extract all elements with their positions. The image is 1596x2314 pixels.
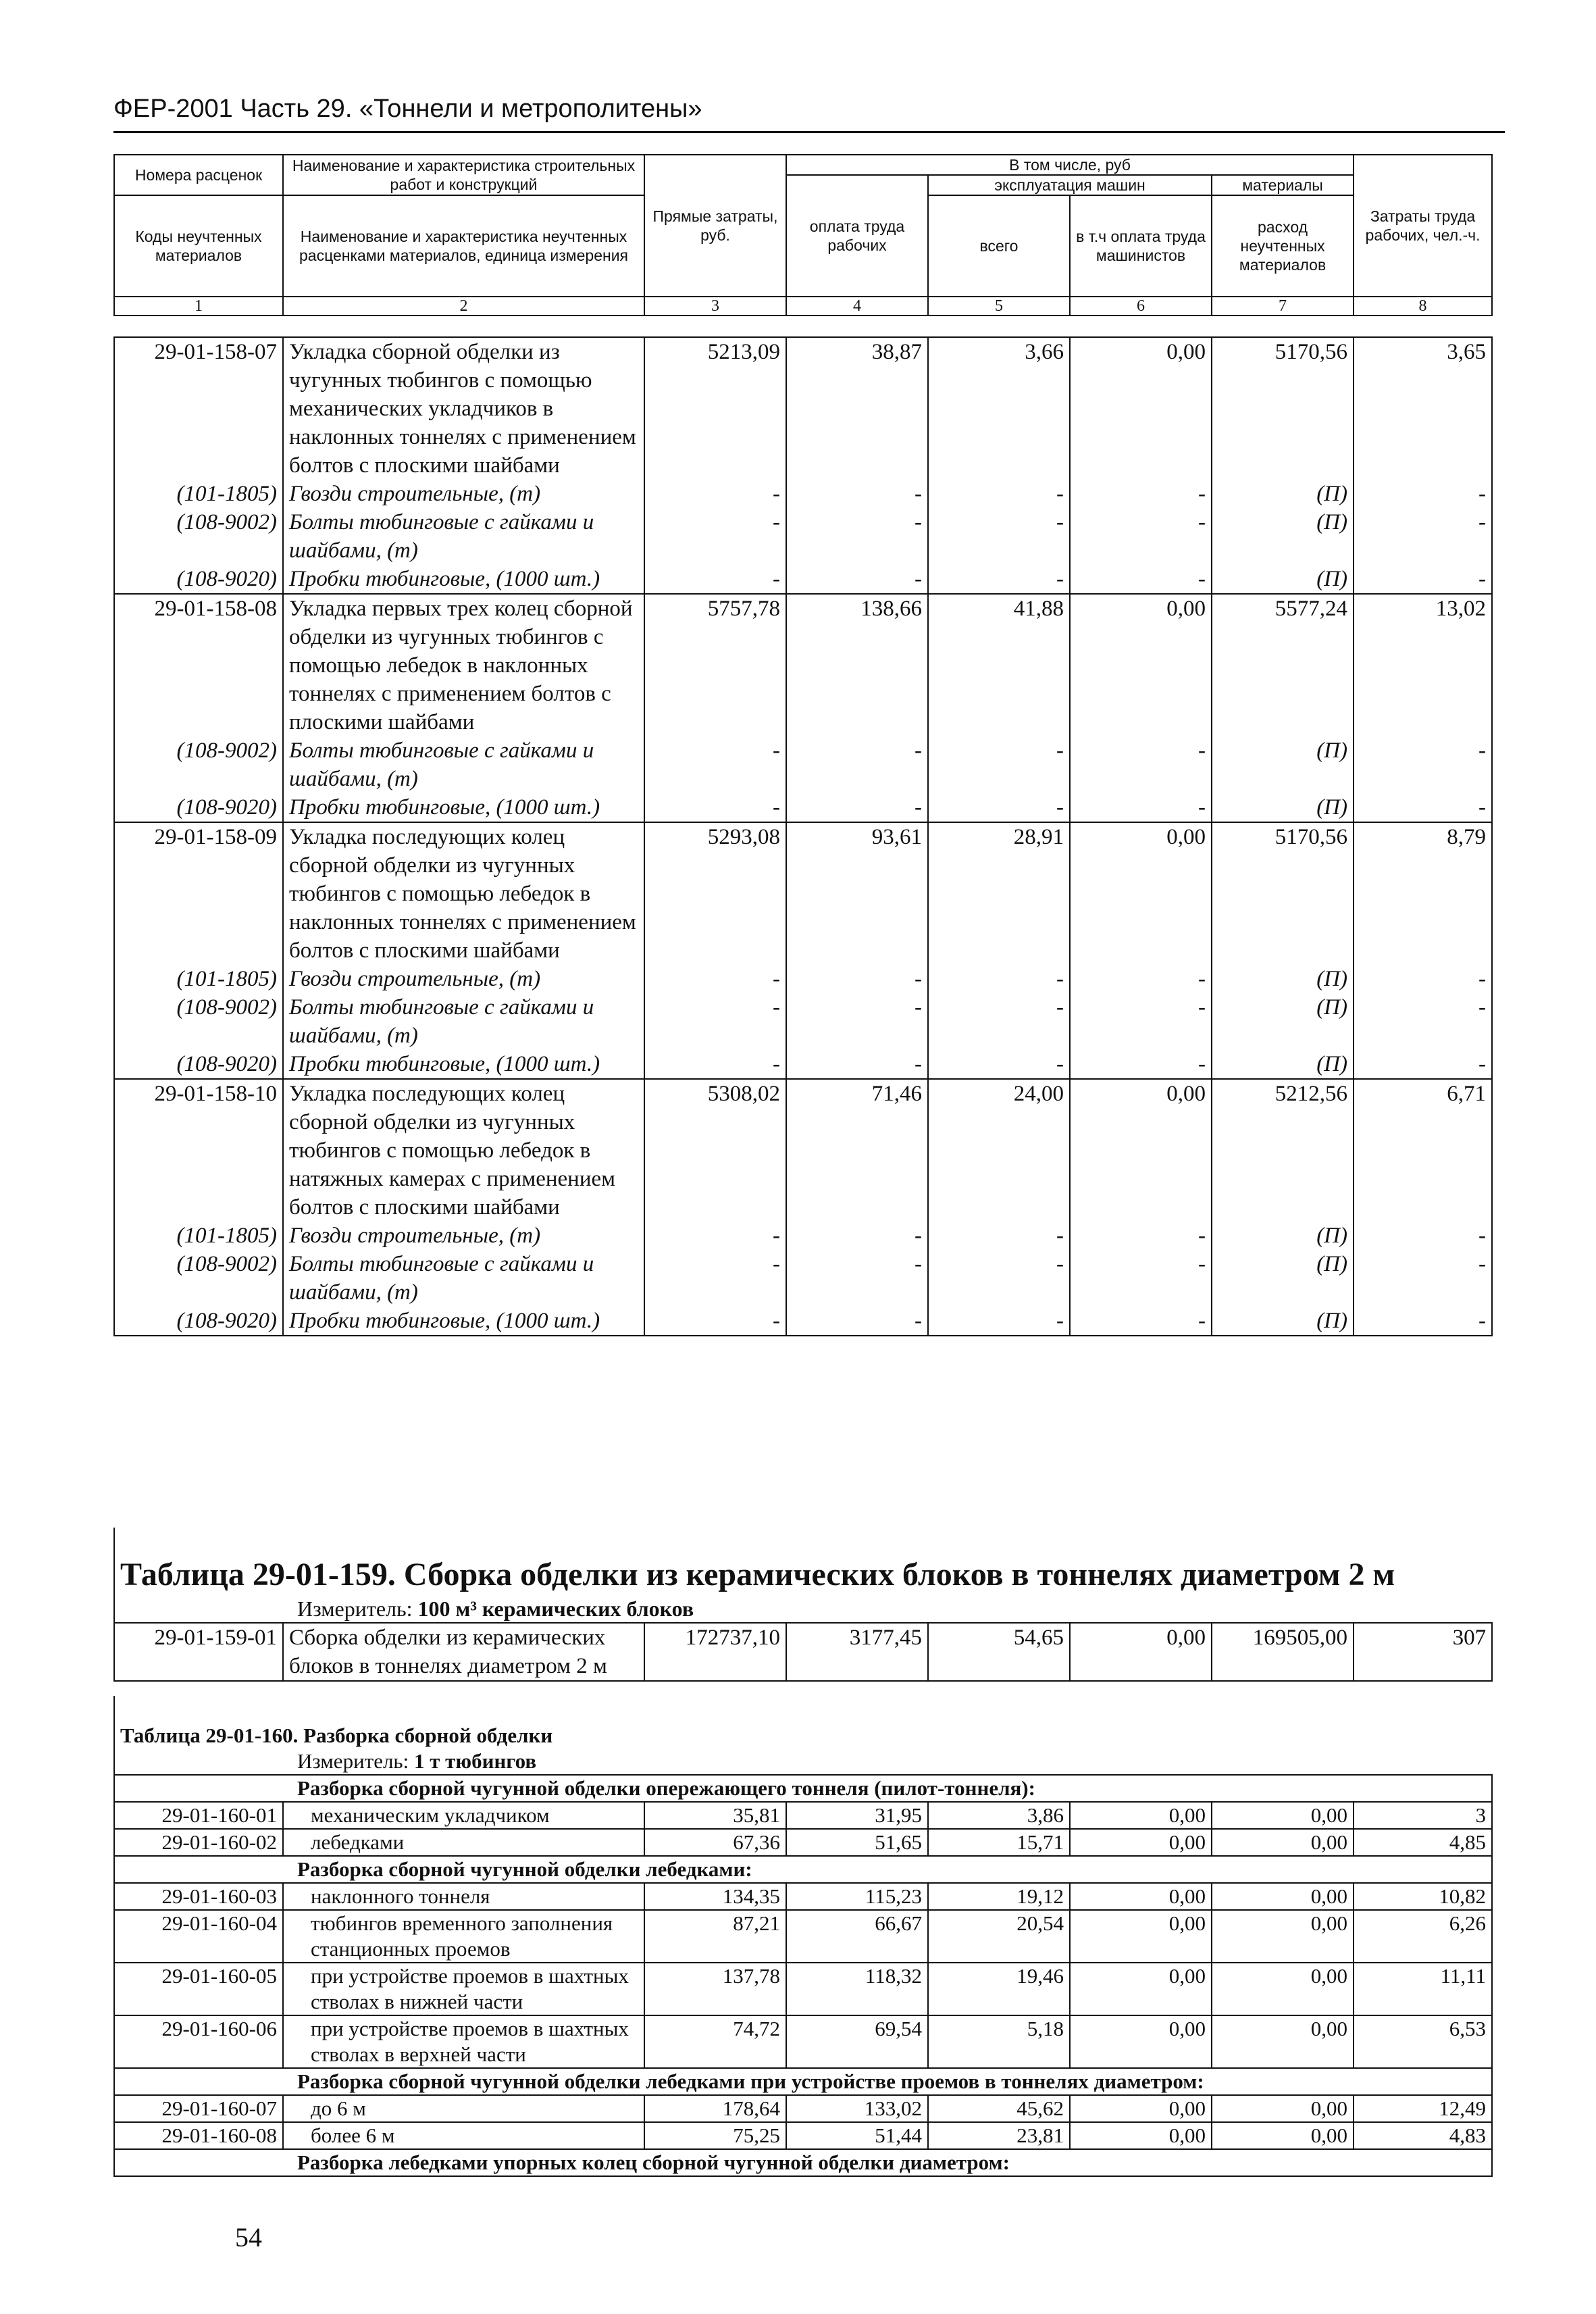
dash: - (1070, 480, 1212, 508)
machines-wages: 0,00 (1070, 1802, 1212, 1829)
rate-name: Укладка первых трех колец сборной обделки из чугунных тюбингов с помощью лебедок в наклонных тоннелях с применением болтов с плоскими шайбами (283, 594, 644, 736)
material-code: (108-9002) (114, 508, 283, 565)
machines-total: 41,88 (928, 594, 1070, 736)
labor: 307 (1354, 1623, 1492, 1681)
machines-total: 19,12 (928, 1883, 1070, 1910)
machines-total: 5,18 (928, 2015, 1070, 2068)
dash: - (1070, 1307, 1212, 1336)
materials: 0,00 (1212, 2122, 1354, 2149)
rate-code: 29-01-158-07 (114, 337, 283, 480)
group-heading: Разборка сборной чугунной обделки лебедками: (114, 1856, 1492, 1883)
table-row (114, 822, 1492, 965)
dash: - (1354, 736, 1492, 793)
table-title: Таблица 29-01-159. Сборка обделки из керамических блоков в тоннелях диаметром 2 м (114, 1528, 1492, 1595)
rate-code: 29-01-160-05 (114, 1963, 283, 2015)
material-name: Болты тюбинговые с гайками и шайбами, (т) (283, 993, 644, 1050)
material-code: (101-1805) (114, 480, 283, 508)
dash: - (644, 565, 786, 594)
table-row (114, 1829, 1492, 1856)
hdr-machines-wages: в т.ч оплата труда машинистов (1070, 195, 1212, 297)
direct-cost: 5293,08 (644, 822, 786, 965)
hdr-codes-bottom: Коды неучтенных материалов (114, 195, 283, 297)
dash: - (1354, 1050, 1492, 1079)
unpriced-mark: (П) (1212, 1250, 1354, 1307)
dash: - (928, 1250, 1070, 1307)
labor: 8,79 (1354, 822, 1492, 965)
dash: - (928, 1050, 1070, 1079)
dash: - (928, 736, 1070, 793)
rate-name: Укладка последующих колец сборной обделки из чугунных тюбингов с помощью лебедок в натяжных камерах с применением болтов с плоскими шайбами (283, 1079, 644, 1222)
table-row (114, 594, 1492, 736)
table-row (114, 1079, 1492, 1222)
material-name: Гвозди строительные, (т) (283, 480, 644, 508)
materials: 0,00 (1212, 2015, 1354, 2068)
hdr-machines: эксплуатация машин (928, 175, 1212, 195)
wages: 66,67 (786, 1910, 928, 1963)
machines-wages: 0,00 (1070, 1079, 1212, 1222)
machines-total: 15,71 (928, 1829, 1070, 1856)
dash: - (786, 736, 928, 793)
material-row (114, 1307, 1492, 1336)
material-name: Гвозди строительные, (т) (283, 965, 644, 993)
dash: - (644, 1050, 786, 1079)
direct-cost: 172737,10 (644, 1623, 786, 1681)
dash: - (1070, 793, 1212, 822)
dash: - (644, 1222, 786, 1250)
dash: - (786, 508, 928, 565)
rate-code: 29-01-160-04 (114, 1910, 283, 1963)
machines-wages: 0,00 (1070, 1623, 1212, 1681)
material-name: Пробки тюбинговые, (1000 шт.) (283, 565, 644, 594)
material-row (114, 508, 1492, 565)
rates-table-159 (113, 1528, 1493, 1682)
direct-cost: 35,81 (644, 1802, 786, 1829)
table-row (114, 2015, 1492, 2068)
materials: 0,00 (1212, 1883, 1354, 1910)
dash: - (1354, 793, 1492, 822)
direct-cost: 5213,09 (644, 337, 786, 480)
materials: 0,00 (1212, 1963, 1354, 2015)
dash: - (1354, 1250, 1492, 1307)
machines-total: 24,00 (928, 1079, 1070, 1222)
material-row (114, 993, 1492, 1050)
labor: 6,26 (1354, 1910, 1492, 1963)
machines-total: 28,91 (928, 822, 1070, 965)
machines-total: 54,65 (928, 1623, 1070, 1681)
hdr-materials: материалы (1212, 175, 1354, 195)
table-row (114, 2122, 1492, 2149)
wages: 31,95 (786, 1802, 928, 1829)
dash: - (1354, 480, 1492, 508)
colnum-8: 8 (1354, 297, 1492, 316)
header-rule (113, 131, 1505, 133)
rate-name: более 6 м (283, 2122, 644, 2149)
hdr-materials-cons: расход неучтенных материалов (1212, 195, 1354, 297)
dash: - (644, 736, 786, 793)
material-row (114, 965, 1492, 993)
rate-code: 29-01-158-09 (114, 822, 283, 965)
colnum-5: 5 (928, 297, 1070, 316)
wages: 138,66 (786, 594, 928, 736)
hdr-including: В том числе, руб (786, 155, 1354, 175)
page-number: 54 (235, 2222, 262, 2253)
colnum-7: 7 (1212, 297, 1354, 316)
dash: - (644, 793, 786, 822)
dash: - (1354, 508, 1492, 565)
hdr-labor: Затраты труда рабочих, чел.-ч. (1354, 155, 1492, 297)
dash: - (928, 965, 1070, 993)
machines-total: 3,86 (928, 1802, 1070, 1829)
labor: 10,82 (1354, 1883, 1492, 1910)
materials: 5212,56 (1212, 1079, 1354, 1222)
rate-name: лебедками (283, 1829, 644, 1856)
dash: - (786, 1050, 928, 1079)
group-heading: Разборка лебедками упорных колец сборной чугунной обделки диаметром: (114, 2149, 1492, 2176)
running-header: ФЕР-2001 Часть 29. «Тоннели и метрополитены» (113, 95, 702, 123)
rate-code: 29-01-158-08 (114, 594, 283, 736)
rate-code: 29-01-160-07 (114, 2095, 283, 2122)
unpriced-mark: (П) (1212, 736, 1354, 793)
direct-cost: 87,21 (644, 1910, 786, 1963)
table-row (114, 1963, 1492, 2015)
rate-code: 29-01-160-08 (114, 2122, 283, 2149)
direct-cost: 74,72 (644, 2015, 786, 2068)
dash: - (1354, 965, 1492, 993)
measurement-unit (114, 1749, 1492, 1775)
dash: - (1354, 1307, 1492, 1336)
material-code: (108-9020) (114, 1307, 283, 1336)
material-row (114, 480, 1492, 508)
labor: 11,11 (1354, 1963, 1492, 2015)
material-row (114, 1222, 1492, 1250)
labor: 12,49 (1354, 2095, 1492, 2122)
dash: - (786, 480, 928, 508)
dash: - (1354, 993, 1492, 1050)
material-code: (108-9002) (114, 736, 283, 793)
dash: - (1070, 736, 1212, 793)
materials: 0,00 (1212, 1829, 1354, 1856)
wages: 71,46 (786, 1079, 928, 1222)
machines-total: 19,46 (928, 1963, 1070, 2015)
dash: - (644, 965, 786, 993)
rate-name: тюбингов временного заполнения станционных проемов (283, 1910, 644, 1963)
unpriced-mark: (П) (1212, 993, 1354, 1050)
dash: - (928, 480, 1070, 508)
direct-cost: 67,36 (644, 1829, 786, 1856)
materials: 0,00 (1212, 1802, 1354, 1829)
materials: 5577,24 (1212, 594, 1354, 736)
rate-name: Сборка обделки из керамических блоков в тоннелях диаметром 2 м (283, 1623, 644, 1681)
table-row (114, 1623, 1492, 1681)
material-row (114, 1250, 1492, 1307)
dash: - (644, 508, 786, 565)
unpriced-mark: (П) (1212, 965, 1354, 993)
rate-name: до 6 м (283, 2095, 644, 2122)
wages: 133,02 (786, 2095, 928, 2122)
unpriced-mark: (П) (1212, 565, 1354, 594)
labor: 4,83 (1354, 2122, 1492, 2149)
unpriced-mark: (П) (1212, 793, 1354, 822)
dash: - (1354, 1222, 1492, 1250)
dash: - (1354, 565, 1492, 594)
dash: - (786, 1222, 928, 1250)
dash: - (786, 793, 928, 822)
labor: 3 (1354, 1802, 1492, 1829)
hdr-name-bottom: Наименование и характеристика неучтенных расценками материалов, единица измерения (283, 195, 644, 297)
rates-table-160 (113, 1696, 1493, 2177)
direct-cost: 134,35 (644, 1883, 786, 1910)
machines-total: 23,81 (928, 2122, 1070, 2149)
rate-name: при устройстве проемов в шахтных стволах в нижней части (283, 1963, 644, 2015)
hdr-name-top: Наименование и характеристика строительных работ и конструкций (283, 155, 644, 195)
hdr-machines-total: всего (928, 195, 1070, 297)
labor: 6,53 (1354, 2015, 1492, 2068)
dash: - (928, 508, 1070, 565)
colnum-6: 6 (1070, 297, 1212, 316)
materials: 0,00 (1212, 2095, 1354, 2122)
dash: - (1070, 565, 1212, 594)
dash: - (644, 993, 786, 1050)
material-name: Пробки тюбинговые, (1000 шт.) (283, 1050, 644, 1079)
materials: 5170,56 (1212, 822, 1354, 965)
unpriced-mark: (П) (1212, 480, 1354, 508)
material-name: Гвозди строительные, (т) (283, 1222, 644, 1250)
wages: 3177,45 (786, 1623, 928, 1681)
labor: 4,85 (1354, 1829, 1492, 1856)
wages: 51,44 (786, 2122, 928, 2149)
material-name: Болты тюбинговые с гайками и шайбами, (т) (283, 736, 644, 793)
dash: - (1070, 508, 1212, 565)
machines-total: 3,66 (928, 337, 1070, 480)
material-name: Болты тюбинговые с гайками и шайбами, (т) (283, 1250, 644, 1307)
machines-wages: 0,00 (1070, 2122, 1212, 2149)
dash: - (644, 1250, 786, 1307)
rate-code: 29-01-158-10 (114, 1079, 283, 1222)
materials: 169505,00 (1212, 1623, 1354, 1681)
direct-cost: 75,25 (644, 2122, 786, 2149)
dash: - (786, 993, 928, 1050)
machines-wages: 0,00 (1070, 1963, 1212, 2015)
dash: - (928, 1307, 1070, 1336)
machines-wages: 0,00 (1070, 337, 1212, 480)
rate-name: механическим укладчиком (283, 1802, 644, 1829)
wages: 38,87 (786, 337, 928, 480)
wages: 115,23 (786, 1883, 928, 1910)
dash: - (786, 965, 928, 993)
rate-name: наклонного тоннеля (283, 1883, 644, 1910)
machines-wages: 0,00 (1070, 2095, 1212, 2122)
unpriced-mark: (П) (1212, 1050, 1354, 1079)
rates-table-158 (113, 336, 1493, 1336)
measurement-unit (114, 1595, 1492, 1623)
wages: 69,54 (786, 2015, 928, 2068)
machines-wages: 0,00 (1070, 822, 1212, 965)
material-code: (101-1805) (114, 1222, 283, 1250)
material-row (114, 736, 1492, 793)
machines-wages: 0,00 (1070, 594, 1212, 736)
labor: 13,02 (1354, 594, 1492, 736)
material-code: (108-9020) (114, 793, 283, 822)
dash: - (1070, 1250, 1212, 1307)
materials: 5170,56 (1212, 337, 1354, 480)
machines-wages: 0,00 (1070, 1910, 1212, 1963)
table-row (114, 1883, 1492, 1910)
wages: 93,61 (786, 822, 928, 965)
hdr-codes-top: Номера расценок (114, 155, 283, 195)
table-title: Таблица 29-01-160. Разборка сборной обделки (114, 1696, 1492, 1749)
rate-name: при устройстве проемов в шахтных стволах в верхней части (283, 2015, 644, 2068)
material-code: (108-9002) (114, 1250, 283, 1307)
material-code: (108-9020) (114, 565, 283, 594)
material-code: (108-9020) (114, 1050, 283, 1079)
colnum-2: 2 (283, 297, 644, 316)
dash: - (928, 793, 1070, 822)
materials: 0,00 (1212, 1910, 1354, 1963)
table-row (114, 337, 1492, 480)
direct-cost: 5308,02 (644, 1079, 786, 1222)
colnum-3: 3 (644, 297, 786, 316)
labor: 3,65 (1354, 337, 1492, 480)
rate-code: 29-01-160-03 (114, 1883, 283, 1910)
material-name: Пробки тюбинговые, (1000 шт.) (283, 793, 644, 822)
dash: - (786, 1307, 928, 1336)
colnum-4: 4 (786, 297, 928, 316)
column-header-table (113, 154, 1493, 316)
material-row (114, 565, 1492, 594)
machines-total: 45,62 (928, 2095, 1070, 2122)
machines-wages: 0,00 (1070, 1829, 1212, 1856)
hdr-direct: Прямые затраты, руб. (644, 155, 786, 297)
measurement-value: 1 т тюбингов (413, 1749, 537, 1773)
unpriced-mark: (П) (1212, 1307, 1354, 1336)
labor: 6,71 (1354, 1079, 1492, 1222)
dash: - (928, 1222, 1070, 1250)
group-heading: Разборка сборной чугунной обделки опережающего тоннеля (пилот-тоннеля): (114, 1775, 1492, 1802)
unpriced-mark: (П) (1212, 508, 1354, 565)
wages: 118,32 (786, 1963, 928, 2015)
machines-wages: 0,00 (1070, 2015, 1212, 2068)
dash: - (928, 565, 1070, 594)
dash: - (928, 993, 1070, 1050)
measurement-value: 100 м³ керамических блоков (417, 1596, 694, 1621)
rate-code: 29-01-160-02 (114, 1829, 283, 1856)
table-row (114, 2095, 1492, 2122)
group-heading: Разборка сборной чугунной обделки лебедками при устройстве проемов в тоннелях диаметром: (114, 2068, 1492, 2095)
hdr-wages: оплата труда рабочих (786, 175, 928, 297)
machines-total: 20,54 (928, 1910, 1070, 1963)
rate-code: 29-01-160-01 (114, 1802, 283, 1829)
colnum-1: 1 (114, 297, 283, 316)
measurement-label: Измеритель: (297, 1596, 413, 1621)
rate-code: 29-01-159-01 (114, 1623, 283, 1681)
material-code: (101-1805) (114, 965, 283, 993)
machines-wages: 0,00 (1070, 1883, 1212, 1910)
rate-code: 29-01-160-06 (114, 2015, 283, 2068)
direct-cost: 137,78 (644, 1963, 786, 2015)
dash: - (1070, 993, 1212, 1050)
measurement-label: Измеритель: (297, 1749, 409, 1773)
table-row (114, 1802, 1492, 1829)
unpriced-mark: (П) (1212, 1222, 1354, 1250)
wages: 51,65 (786, 1829, 928, 1856)
dash: - (644, 1307, 786, 1336)
dash: - (1070, 965, 1212, 993)
dash: - (644, 480, 786, 508)
material-name: Пробки тюбинговые, (1000 шт.) (283, 1307, 644, 1336)
direct-cost: 178,64 (644, 2095, 786, 2122)
rate-name: Укладка последующих колец сборной обделки из чугунных тюбингов с помощью лебедок в наклонных тоннелях с применением болтов с плоскими шайбами (283, 822, 644, 965)
dash: - (1070, 1222, 1212, 1250)
material-code: (108-9002) (114, 993, 283, 1050)
dash: - (1070, 1050, 1212, 1079)
material-row (114, 793, 1492, 822)
dash: - (786, 1250, 928, 1307)
table-row (114, 1910, 1492, 1963)
dash: - (786, 565, 928, 594)
direct-cost: 5757,78 (644, 594, 786, 736)
material-row (114, 1050, 1492, 1079)
rate-name: Укладка сборной обделки из чугунных тюбингов с помощью механических укладчиков в наклонных тоннелях с применением болтов с плоскими шайбами (283, 337, 644, 480)
material-name: Болты тюбинговые с гайками и шайбами, (т) (283, 508, 644, 565)
